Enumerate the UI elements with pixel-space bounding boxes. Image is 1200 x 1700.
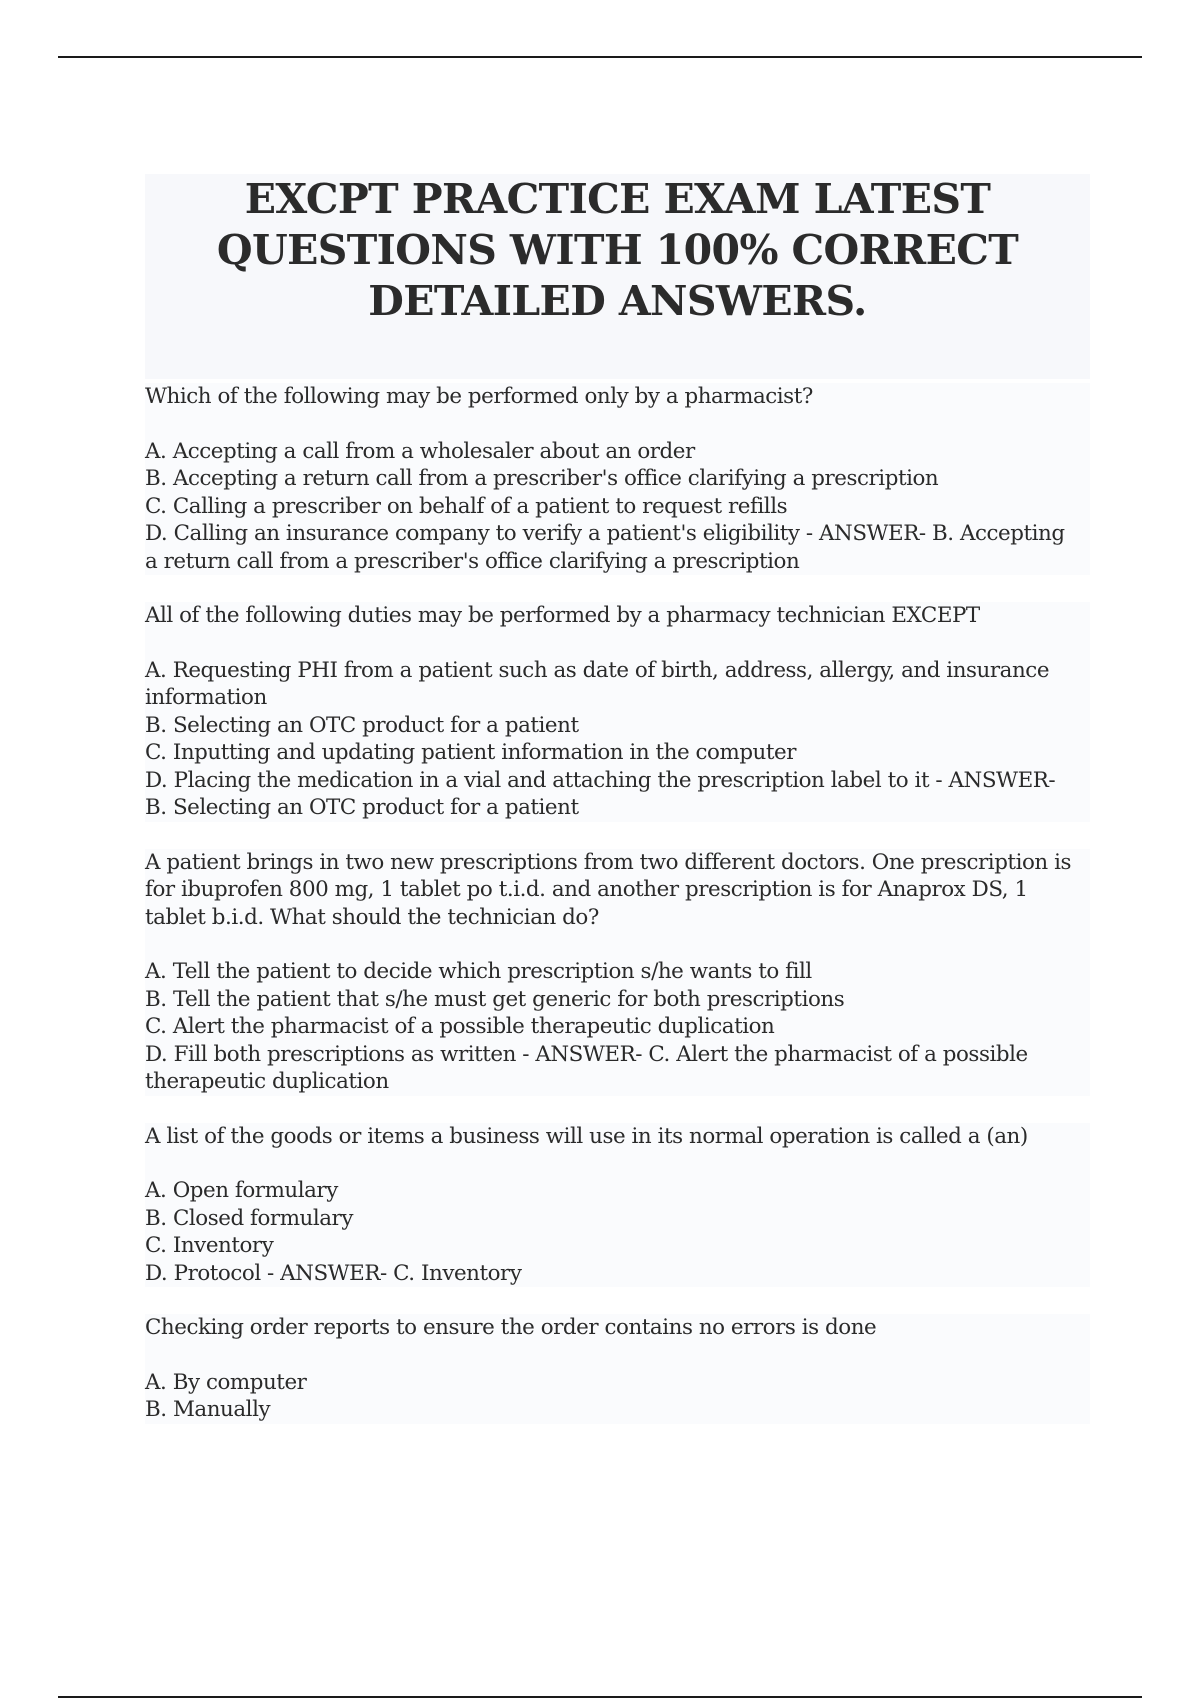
question-3-option-d-answer: D. Fill both prescriptions as written - ANSWER- C. Alert the pharmacist of a possible	[145, 1041, 1028, 1067]
question-4-option-c: C. Inventory	[145, 1233, 274, 1258]
question-2-option-a-continued: information	[145, 685, 267, 710]
title-line-2: QUESTIONS WITH 100% CORRECT	[216, 226, 1019, 274]
question-1-stem: Which of the following may be performed only by a pharmacist?	[145, 384, 813, 409]
question-1-answer-continued: a return call from a prescriber's office clarifying a prescription	[145, 548, 800, 574]
title-line-1: EXCPT PRACTICE EXAM LATEST	[244, 175, 991, 223]
question-1-option-a: A. Accepting a call from a wholesaler about an order	[145, 438, 695, 464]
question-5-option-b: B. Manually	[145, 1397, 271, 1422]
question-1-option-c: C. Calling a prescriber on behalf of a patient to request refills	[145, 493, 788, 519]
question-1-option-b: B. Accepting a return call from a prescriber's office clarifying a prescription	[145, 466, 939, 491]
question-2-answer-continued: B. Selecting an OTC product for a patient	[145, 795, 579, 820]
document-body	[145, 174, 1090, 1424]
question-4-stem: A list of the goods or items a business will use in its normal operation is called a (an)	[145, 1123, 1028, 1149]
top-rule	[58, 56, 1142, 58]
question-3-answer-continued: therapeutic duplication	[145, 1069, 389, 1094]
document-title	[145, 174, 1090, 379]
question-3-option-b: B. Tell the patient that s/he must get generic for both prescriptions	[145, 986, 845, 1012]
question-5-stem: Checking order reports to ensure the order contains no errors is done	[145, 1315, 877, 1340]
question-4-option-d-answer: D. Protocol - ANSWER- C. Inventory	[145, 1260, 522, 1286]
question-4-option-b: B. Closed formulary	[145, 1205, 353, 1231]
question-2-option-b: B. Selecting an OTC product for a patient	[145, 712, 579, 738]
question-3-option-c: C. Alert the pharmacist of a possible therapeutic duplication	[145, 1014, 775, 1039]
bottom-rule	[58, 1696, 1142, 1698]
question-1-option-d-answer: D. Calling an insurance company to verify a patient's eligibility - ANSWER- B. Accepting	[145, 521, 1065, 546]
question-2-option-c: C. Inputting and updating patient information in the computer	[145, 740, 797, 765]
question-5	[145, 1314, 1090, 1424]
question-1	[145, 383, 1090, 575]
question-3-stem-line-1: A patient brings in two new prescriptions from two different doctors. One prescription is	[145, 849, 1071, 875]
question-2	[145, 602, 1090, 822]
question-5-option-a: A. By computer	[145, 1369, 307, 1395]
question-3-stem-line-3: tablet b.i.d. What should the technician do?	[145, 904, 599, 930]
title-line-3: DETAILED ANSWERS.	[368, 277, 867, 325]
question-3	[145, 849, 1090, 1096]
question-3-option-a: A. Tell the patient to decide which prescription s/he wants to fill	[145, 959, 812, 984]
question-2-stem: All of the following duties may be performed by a pharmacy technician EXCEPT	[145, 603, 980, 628]
question-4	[145, 1123, 1090, 1288]
question-2-option-a: A. Requesting PHI from a patient such as date of birth, address, allergy, and insurance	[145, 657, 1050, 683]
question-2-option-d-answer: D. Placing the medication in a vial and attaching the prescription label to it - ANSWER-	[145, 767, 1056, 793]
question-4-option-a: A. Open formulary	[145, 1178, 338, 1203]
question-3-stem-line-2: for ibuprofen 800 mg, 1 tablet po t.i.d. and another prescription is for Anaprox DS, 1	[145, 877, 1028, 902]
